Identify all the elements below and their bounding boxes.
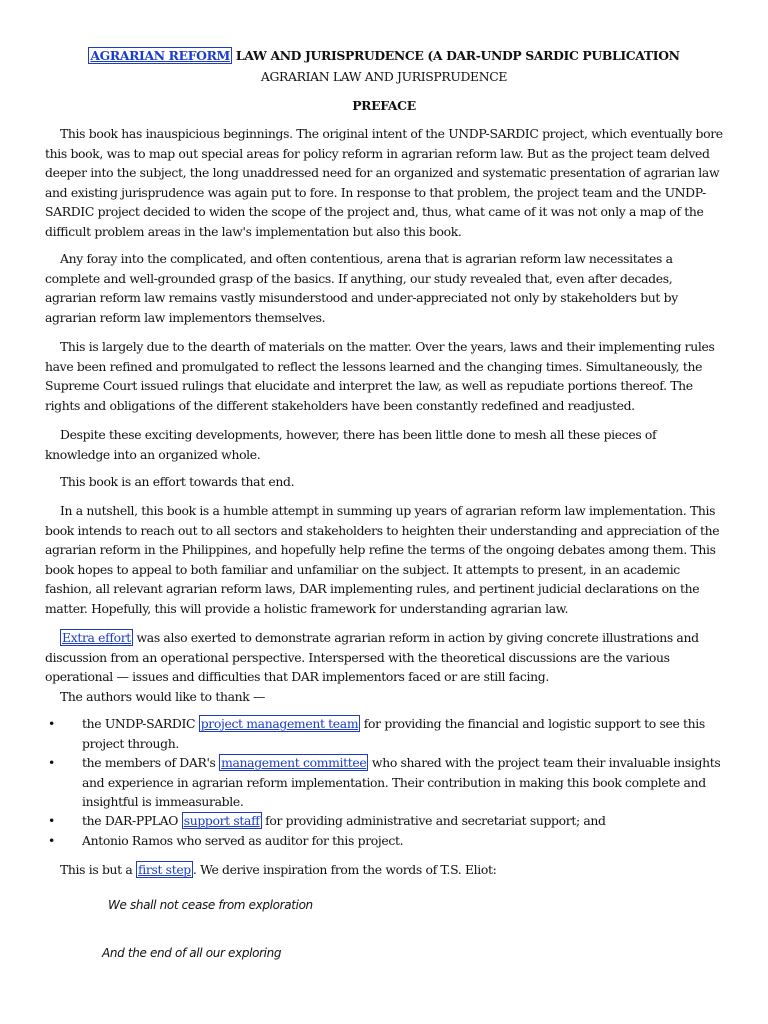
preface-heading: PREFACE [352,98,416,113]
bullet-text: the DAR-PPLAO [82,813,182,828]
bullet-item-2 [48,753,732,812]
paragraph-extra-effort [45,628,723,687]
bullet-text: the members of DAR's [82,755,220,770]
bullet-icon: • [48,755,55,770]
closing-line [60,860,496,880]
title-text: LAW AND JURISPRUDENCE (A DAR-UNDP SARDIC PUBLICATION [231,48,680,63]
bullet-text: the UNDP-SARDIC [82,716,199,731]
bullet-icon: • [48,716,55,731]
project-management-team-link[interactable]: project management team [200,716,359,731]
bullet-icon: • [48,833,55,848]
first-step-link[interactable]: first step [138,862,191,877]
paragraph-4: Despite these exciting developments, however, there has been little done to mesh all these pieces of knowledge into an organized whole. [45,427,657,462]
paragraph-5: This book is an effort towards that end. [60,474,295,489]
bullet-item-1 [48,714,732,753]
quote-line-1: We shall not cease from exploration [108,898,313,912]
paragraph-1: This book has inauspicious beginnings. The original intent of the UNDP-SARDIC project, which eventually bore this book, was to map out special areas for policy reform in agrarian reform law. But as the project team delved deeper into the subject, the long unaddressed need for an organized and systematic presentation of agrarian law and existing jurisprudence was again put to fore. In response to that problem, the project team and the UNDP-SARDIC project decided to widen the scope of the project and, thus, what came of it was not only a map of the difficult problem areas in the law's implementation but also this book. [45,126,723,239]
bullet-icon: • [48,813,55,828]
quote-line-2: And the end of all our exploring [102,946,282,960]
document-subtitle: AGRARIAN LAW AND JURISPRUDENCE [260,69,508,84]
paragraph-3: This is largely due to the dearth of materials on the matter. Over the years, laws and their implementing rules have been refined and promulgated to reflect the lessons learned and the changing times. Simultaneously, the Supreme Court issued rulings that elucidate and interpret the law, as well as repudiate portions thereof. The rights and obligations of the different stakeholders have been constantly redefined and readjusted. [45,339,715,413]
closing-text: This is but a [60,862,137,877]
support-staff-link[interactable]: support staff [183,813,260,828]
bullet-text: for providing the financial and logistic support to see this project through. [82,716,705,751]
extra-effort-text: was also exerted to demonstrate agrarian reform in action by giving concrete illustrations and discussion from an operational perspective. Interspersed with the theoretical discussions are the various operational — issues and difficulties that DAR implementors faced or are still facing. [45,630,699,684]
closing-text: . We derive inspiration from the words of T.S. Eliot: [192,862,497,877]
management-committee-link[interactable]: management committee [221,755,367,770]
thanks-intro: The authors would like to thank — [60,689,266,704]
document-title [0,46,768,66]
agrarian-reform-link[interactable]: AGRARIAN REFORM [90,48,230,63]
paragraph-6: In a nutshell, this book is a humble attempt in summing up years of agrarian reform law implementation. This book intends to reach out to all sectors and stakeholders to heighten their understanding and appreciation of the agrarian reform in the Philippines, and hopefully help refine the terms of the ongoing debates among them. This book hopes to appeal to both familiar and unfamiliar on the subject. It attempts to present, in an academic fashion, all relevant agrarian reform laws, DAR implementing rules, and pertinent judicial declarations on the matter. Hopefully, this will provide a holistic framework for understanding agrarian law. [45,503,720,616]
bullet-text: Antonio Ramos who served as auditor for this project. [82,833,404,848]
bullet-item-4 [48,831,732,851]
extra-effort-link[interactable]: Extra effort [62,630,131,645]
bullet-item-3 [48,811,732,831]
paragraph-2: Any foray into the complicated, and often contentious, arena that is agrarian reform law necessitates a complete and well-grounded grasp of the basics. If anything, our study revealed that, even after decades, agrarian reform law remains vastly misunderstood and under-appreciated not only by stakeholders but by agrarian reform law implementors themselves. [45,251,678,325]
bullet-text: who shared with the project team their invaluable insights and experience in agrarian reform implementation. Their contribution in making this book complete and insightful is immeasurable. [82,755,721,809]
bullet-text: for providing administrative and secretariat support; and [261,813,606,828]
